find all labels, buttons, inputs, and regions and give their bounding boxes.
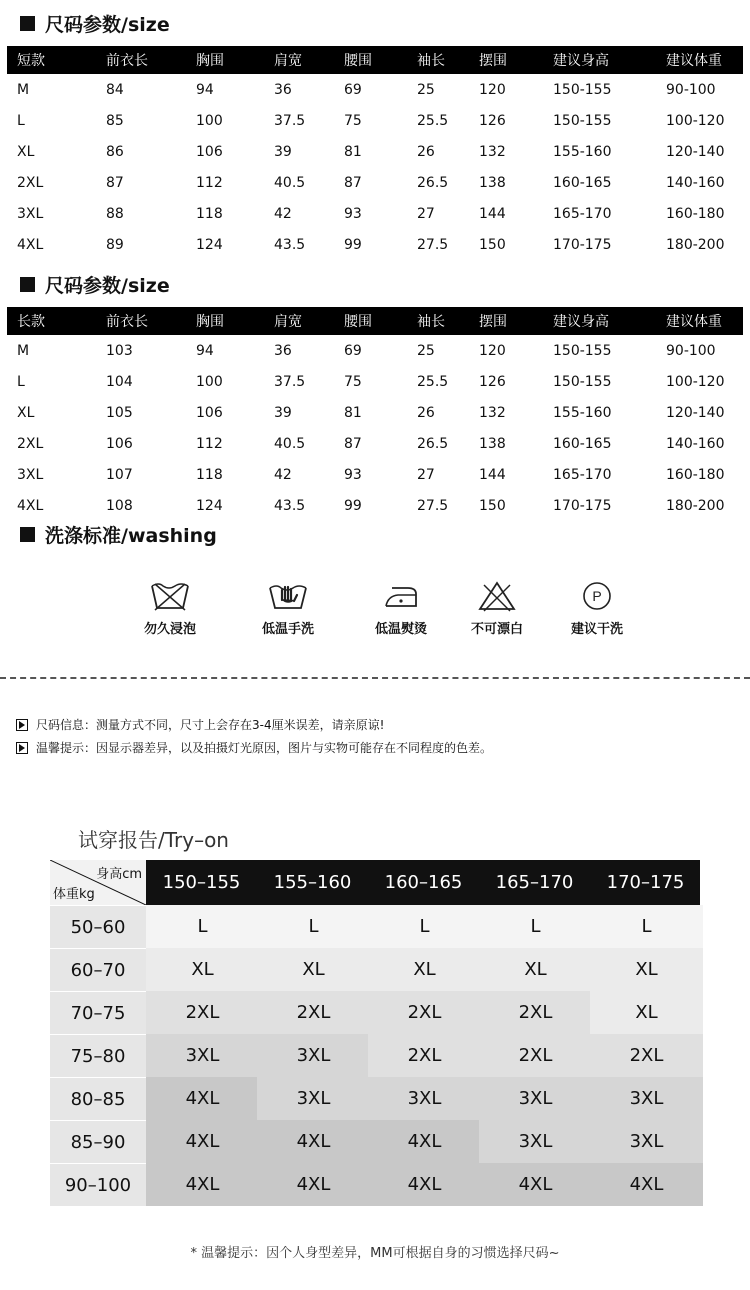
tryon-size-cell: 3XL — [257, 1034, 370, 1077]
header-cell: 胸围 — [196, 53, 224, 69]
dry-clean-icon — [576, 580, 618, 612]
table-row — [7, 198, 743, 229]
table-cell: 27.5 — [417, 236, 449, 253]
table-cell: 140-160 — [666, 174, 725, 191]
tryon-size-cell: 2XL — [479, 1034, 592, 1077]
header-cell: 摆围 — [479, 53, 507, 69]
header-cell: 建议身高 — [553, 314, 609, 330]
tryon-header-row — [50, 860, 700, 905]
table-cell: 138 — [479, 174, 506, 191]
table-cell: 93 — [344, 466, 362, 483]
table-cell: 85 — [106, 112, 124, 129]
table-cell: 86 — [106, 143, 124, 160]
table-cell: 94 — [196, 342, 214, 359]
tryon-size-cell: 4XL — [368, 1163, 481, 1206]
table-cell: 42 — [274, 466, 292, 483]
table-cell: 105 — [106, 404, 133, 421]
table-cell: 99 — [344, 236, 362, 253]
table-cell: 42 — [274, 205, 292, 222]
washing-icons-row — [0, 580, 750, 650]
table-cell: 36 — [274, 342, 292, 359]
header-cell: 建议身高 — [553, 53, 609, 69]
table-cell: 87 — [344, 174, 362, 191]
tryon-size-cell: 2XL — [479, 991, 592, 1034]
tryon-table — [50, 860, 700, 1206]
table-cell: 106 — [196, 404, 223, 421]
table-row — [7, 397, 743, 428]
header-cell: 腰围 — [344, 314, 372, 330]
table-cell: 2XL — [17, 174, 44, 191]
tryon-size-cell: 3XL — [590, 1120, 703, 1163]
tryon-title: 试穿报告/Try–on — [78, 828, 229, 852]
tryon-size-cell: 3XL — [479, 1077, 592, 1120]
header-cell: 摆围 — [479, 314, 507, 330]
table-cell: 104 — [106, 373, 133, 390]
header-cell: 建议体重 — [666, 314, 722, 330]
table-cell: 165-170 — [553, 205, 612, 222]
table-cell: 25 — [417, 81, 435, 98]
table-cell: 160-165 — [553, 174, 612, 191]
table-cell: 2XL — [17, 435, 44, 452]
tryon-size-cell: XL — [479, 948, 592, 991]
table-cell: 107 — [106, 466, 133, 483]
table-cell: M — [17, 81, 30, 98]
table-cell: 100 — [196, 112, 223, 129]
wash-label: 建议干洗 — [570, 622, 623, 637]
size-table-short — [7, 46, 743, 260]
note-size-info — [16, 716, 384, 733]
tryon-size-cell: 4XL — [590, 1163, 703, 1206]
header-cell: 长款 — [17, 314, 45, 330]
table-cell: 138 — [479, 435, 506, 452]
table-cell: 180-200 — [666, 236, 725, 253]
table-cell: 180-200 — [666, 497, 725, 514]
tryon-weight-label: 75–80 — [50, 1034, 146, 1077]
table-cell: M — [17, 342, 30, 359]
table-cell: 106 — [106, 435, 133, 452]
table-cell: 87 — [344, 435, 362, 452]
table-cell: 118 — [196, 205, 223, 222]
tryon-size-cell: XL — [257, 948, 370, 991]
tryon-size-cell: L — [257, 905, 370, 948]
tryon-row — [50, 1163, 700, 1206]
table-row — [7, 335, 743, 366]
table-cell: 25.5 — [417, 373, 449, 390]
table-cell: 4XL — [17, 236, 44, 253]
header-cell: 前衣长 — [106, 53, 148, 69]
tryon-size-cell: 3XL — [368, 1077, 481, 1120]
table-cell: 120 — [479, 81, 506, 98]
table-cell: L — [17, 373, 25, 390]
table-cell: 93 — [344, 205, 362, 222]
tryon-size-cell: 2XL — [368, 991, 481, 1034]
tryon-size-cell: L — [590, 905, 703, 948]
table-cell: 3XL — [17, 466, 44, 483]
wash-item-soak — [125, 580, 215, 637]
table-cell: 39 — [274, 404, 292, 421]
header-cell: 前衣长 — [106, 314, 148, 330]
table-cell: 150-155 — [553, 373, 612, 390]
table-cell: XL — [17, 143, 35, 160]
header-cell: 短款 — [17, 53, 45, 69]
table-cell: 27 — [417, 205, 435, 222]
table-row — [7, 366, 743, 397]
table-cell: 120-140 — [666, 143, 725, 160]
tryon-size-cell: 4XL — [479, 1163, 592, 1206]
table-cell: 26 — [417, 404, 435, 421]
tryon-size-cell: L — [479, 905, 592, 948]
tryon-size-cell: 4XL — [257, 1163, 370, 1206]
table-cell: L — [17, 112, 25, 129]
table-cell: 165-170 — [553, 466, 612, 483]
tryon-size-cell: 3XL — [146, 1034, 259, 1077]
table-cell: 150 — [479, 236, 506, 253]
table-cell: 150-155 — [553, 112, 612, 129]
table-cell: 150-155 — [553, 342, 612, 359]
table-cell: 126 — [479, 112, 506, 129]
wash-item-handwash — [243, 580, 333, 637]
table-cell: 94 — [196, 81, 214, 98]
table-cell: 88 — [106, 205, 124, 222]
size-table-long — [7, 307, 743, 521]
table-cell: 155-160 — [553, 404, 612, 421]
tryon-body — [50, 905, 700, 1206]
table-cell: 150 — [479, 497, 506, 514]
table-cell: 120-140 — [666, 404, 725, 421]
tryon-corner-cell — [50, 860, 146, 905]
table-cell: 37.5 — [274, 373, 306, 390]
tryon-height-header: 170–175 — [606, 872, 685, 893]
table-cell: 108 — [106, 497, 133, 514]
header-cell: 建议体重 — [666, 53, 722, 69]
table-cell: 170-175 — [553, 497, 612, 514]
bullet-square-icon — [20, 527, 35, 542]
table-cell: 87 — [106, 174, 124, 191]
table-cell: 27 — [417, 466, 435, 483]
table-cell: 37.5 — [274, 112, 306, 129]
header-cell: 胸围 — [196, 314, 224, 330]
tryon-size-cell: 3XL — [479, 1120, 592, 1163]
table-row — [7, 428, 743, 459]
wash-label: 低温熨烫 — [374, 622, 427, 637]
table-cell: 26.5 — [417, 174, 449, 191]
table-cell: 40.5 — [274, 435, 306, 452]
table-cell: 100 — [196, 373, 223, 390]
wash-label: 不可漂白 — [470, 622, 523, 637]
table-cell: 39 — [274, 143, 292, 160]
tryon-row — [50, 991, 700, 1034]
table-cell: 4XL — [17, 497, 44, 514]
section-title-text: 洗涤标准/washing — [45, 525, 217, 547]
tryon-size-cell: XL — [368, 948, 481, 991]
tryon-size-cell: 4XL — [146, 1077, 259, 1120]
table-cell: XL — [17, 404, 35, 421]
tryon-size-cell: 4XL — [146, 1120, 259, 1163]
wash-label: 勿久浸泡 — [143, 622, 196, 637]
footnote: * 温馨提示：因个人身型差异，MM可根据自身的习惯选择尺码~ — [190, 1246, 560, 1261]
tryon-size-cell: 2XL — [590, 1034, 703, 1077]
size-table-header — [7, 46, 743, 74]
dry-clean-letter: P — [592, 588, 602, 604]
table-cell: 150-155 — [553, 81, 612, 98]
tryon-size-cell: 2XL — [257, 991, 370, 1034]
table-row — [7, 490, 743, 521]
table-cell: 106 — [196, 143, 223, 160]
tryon-size-cell: XL — [146, 948, 259, 991]
table-cell: 103 — [106, 342, 133, 359]
header-cell: 腰围 — [344, 53, 372, 69]
table-cell: 160-180 — [666, 466, 725, 483]
table-cell: 90-100 — [666, 342, 716, 359]
table-cell: 100-120 — [666, 112, 725, 129]
play-icon — [16, 719, 28, 731]
table-cell: 43.5 — [274, 236, 306, 253]
tryon-size-cell: L — [368, 905, 481, 948]
tryon-weight-label: 80–85 — [50, 1077, 146, 1120]
tryon-size-cell: 4XL — [257, 1120, 370, 1163]
table-row — [7, 229, 743, 260]
table-cell: 112 — [196, 174, 223, 191]
table-cell: 89 — [106, 236, 124, 253]
table-row — [7, 136, 743, 167]
table-cell: 160-180 — [666, 205, 725, 222]
tryon-size-cell: 3XL — [590, 1077, 703, 1120]
table-row — [7, 459, 743, 490]
table-cell: 160-165 — [553, 435, 612, 452]
tryon-size-cell: L — [146, 905, 259, 948]
table-row — [7, 167, 743, 198]
table-cell: 25.5 — [417, 112, 449, 129]
note-text: 尺码信息：测量方式不同，尺寸上会存在3-4厘米误差，请亲原谅! — [36, 718, 385, 732]
iron-icon — [380, 580, 422, 612]
tryon-row — [50, 1120, 700, 1163]
table-cell: 132 — [479, 143, 506, 160]
bullet-square-icon — [20, 277, 35, 292]
hand-wash-bath-icon — [149, 580, 191, 612]
table-cell: 118 — [196, 466, 223, 483]
tryon-size-cell: XL — [590, 991, 703, 1034]
section-title-text: 尺码参数/size — [45, 275, 170, 297]
table-cell: 140-160 — [666, 435, 725, 452]
table-cell: 26 — [417, 143, 435, 160]
tryon-size-cell: 3XL — [257, 1077, 370, 1120]
washing-section-title — [20, 521, 217, 548]
table-cell: 170-175 — [553, 236, 612, 253]
table-cell: 90-100 — [666, 81, 716, 98]
table-cell: 81 — [344, 143, 362, 160]
table-cell: 36 — [274, 81, 292, 98]
table-cell: 112 — [196, 435, 223, 452]
table-cell: 75 — [344, 112, 362, 129]
divider — [0, 677, 750, 679]
bullet-square-icon — [20, 16, 35, 31]
note-color-info — [16, 739, 492, 756]
size-table-header — [7, 307, 743, 335]
tryon-height-header: 150–155 — [162, 872, 241, 893]
wash-label: 低温手洗 — [261, 622, 314, 637]
table-cell: 75 — [344, 373, 362, 390]
tryon-row — [50, 948, 700, 991]
wash-item-iron — [356, 580, 446, 637]
table-cell: 132 — [479, 404, 506, 421]
table-cell: 144 — [479, 466, 506, 483]
table-cell: 120 — [479, 342, 506, 359]
note-text: 温馨提示：因显示器差异，以及拍摄灯光原因，图片与实物可能存在不同程度的色差。 — [36, 741, 493, 755]
table-cell: 26.5 — [417, 435, 449, 452]
table-cell: 100-120 — [666, 373, 725, 390]
table-cell: 3XL — [17, 205, 44, 222]
tryon-size-cell: 4XL — [146, 1163, 259, 1206]
table-cell: 126 — [479, 373, 506, 390]
corner-height-label: 身高cm — [96, 867, 142, 882]
tryon-weight-label: 70–75 — [50, 991, 146, 1034]
table-cell: 43.5 — [274, 497, 306, 514]
table-cell: 84 — [106, 81, 124, 98]
table-cell: 27.5 — [417, 497, 449, 514]
section-title-text: 尺码参数/size — [45, 14, 170, 36]
tryon-height-header: 160–165 — [384, 872, 463, 893]
table-row — [7, 74, 743, 105]
table-cell: 81 — [344, 404, 362, 421]
table-cell: 155-160 — [553, 143, 612, 160]
tryon-height-header: 165–170 — [495, 872, 574, 893]
corner-weight-label: 体重kg — [53, 887, 95, 902]
tryon-size-cell: XL — [590, 948, 703, 991]
tryon-row — [50, 1077, 700, 1120]
table-cell: 25 — [417, 342, 435, 359]
tryon-size-cell: 2XL — [368, 1034, 481, 1077]
table-cell: 40.5 — [274, 174, 306, 191]
tryon-row — [50, 905, 700, 948]
table-cell: 124 — [196, 497, 223, 514]
table-row — [7, 105, 743, 136]
play-icon — [16, 742, 28, 754]
size-section-title-long — [20, 271, 170, 298]
wash-item-nobleach — [452, 580, 542, 637]
table-cell: 124 — [196, 236, 223, 253]
table-cell: 69 — [344, 81, 362, 98]
header-cell: 肩宽 — [274, 314, 302, 330]
no-bleach-icon — [476, 580, 518, 612]
tryon-size-cell: 2XL — [146, 991, 259, 1034]
table-cell: 144 — [479, 205, 506, 222]
tryon-weight-label: 60–70 — [50, 948, 146, 991]
tryon-weight-label: 85–90 — [50, 1120, 146, 1163]
header-cell: 袖长 — [417, 53, 445, 69]
wash-item-dryclean — [552, 580, 642, 637]
hand-wash-icon — [267, 580, 309, 612]
tryon-weight-label: 50–60 — [50, 905, 146, 948]
header-cell: 肩宽 — [274, 53, 302, 69]
table-cell: 99 — [344, 497, 362, 514]
tryon-size-cell: 4XL — [368, 1120, 481, 1163]
header-cell: 袖长 — [417, 314, 445, 330]
tryon-row — [50, 1034, 700, 1077]
size-section-title-short — [20, 10, 170, 37]
table-cell: 69 — [344, 342, 362, 359]
tryon-weight-label: 90–100 — [50, 1163, 146, 1206]
tryon-height-header: 155–160 — [273, 872, 352, 893]
